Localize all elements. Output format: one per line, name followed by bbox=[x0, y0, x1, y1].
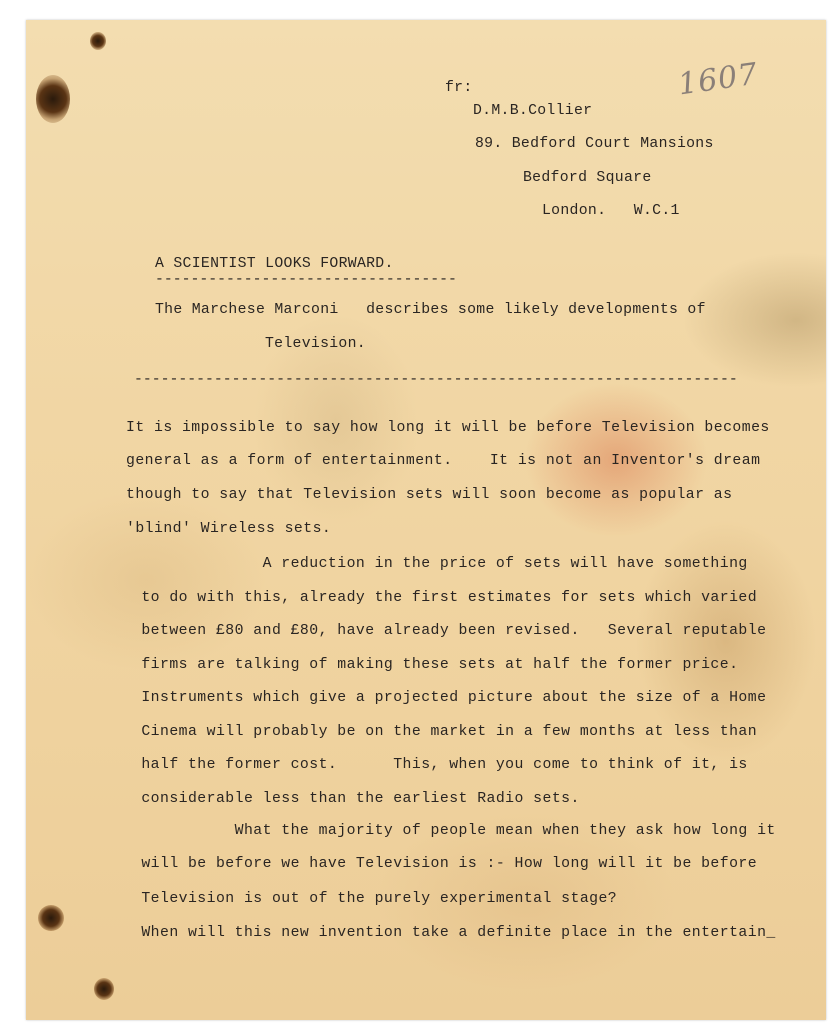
title-underline: ---------------------------------- bbox=[155, 272, 457, 288]
article-subtitle-line-1: The Marchese Marconi describes some likely developments of bbox=[155, 302, 706, 318]
body-text-line: half the former cost. This, when you come to think of it, is bbox=[132, 757, 748, 773]
sender-address-line-1: 89. Bedford Court Mansions bbox=[475, 136, 714, 152]
body-text-line: Cinema will probably be on the market in a few months at less than bbox=[132, 724, 758, 740]
body-text-line: considerable less than the earliest Radio sets. bbox=[132, 791, 580, 807]
body-text-line: 'blind' Wireless sets. bbox=[126, 521, 332, 537]
body-text-line: between £80 and £80, have already been revised. Several reputable bbox=[132, 623, 767, 639]
body-text-line: Television is out of the purely experimental stage? bbox=[132, 891, 618, 907]
burn-mark-bottom-left-small bbox=[94, 978, 114, 1000]
body-text-line: will be before we have Television is :- How long will it be before bbox=[132, 856, 758, 872]
body-text-line: though to say that Television sets will soon become as popular as bbox=[126, 487, 733, 503]
sender-address-line-3: London. W.C.1 bbox=[542, 203, 680, 219]
sender-name: D.M.B.Collier bbox=[473, 103, 593, 119]
body-text-line: to do with this, already the first estimates for sets which varied bbox=[132, 590, 758, 606]
sender-address-line-2: Bedford Square bbox=[523, 170, 652, 186]
handwritten-reference-number: 1607 bbox=[675, 56, 761, 103]
body-text-line: It is impossible to say how long it will be before Television becomes bbox=[126, 420, 770, 436]
section-divider: -------------------------------------------------------------------- bbox=[134, 372, 738, 388]
body-text-line: A reduction in the price of sets will have something bbox=[132, 556, 748, 572]
body-text-line: general as a form of entertainment. It is not an Inventor's dream bbox=[126, 453, 761, 469]
article-title: A SCIENTIST LOOKS FORWARD. bbox=[155, 256, 394, 272]
body-text-line: firms are talking of making these sets at half the former price. bbox=[132, 657, 739, 673]
body-text-line: Instruments which give a projected picture about the size of a Home bbox=[132, 690, 767, 706]
article-subtitle-line-2: Television. bbox=[265, 336, 366, 352]
burn-mark-top-left-small bbox=[90, 32, 106, 50]
body-text-line: What the majority of people mean when they ask how long it bbox=[132, 823, 776, 839]
sender-prefix: fr: bbox=[445, 80, 473, 96]
burn-mark-bottom-left bbox=[38, 905, 64, 931]
burn-mark-top-left bbox=[36, 75, 70, 123]
body-text-line: When will this new invention take a definite place in the entertain_ bbox=[132, 925, 776, 941]
typed-letter-page bbox=[26, 20, 826, 1020]
